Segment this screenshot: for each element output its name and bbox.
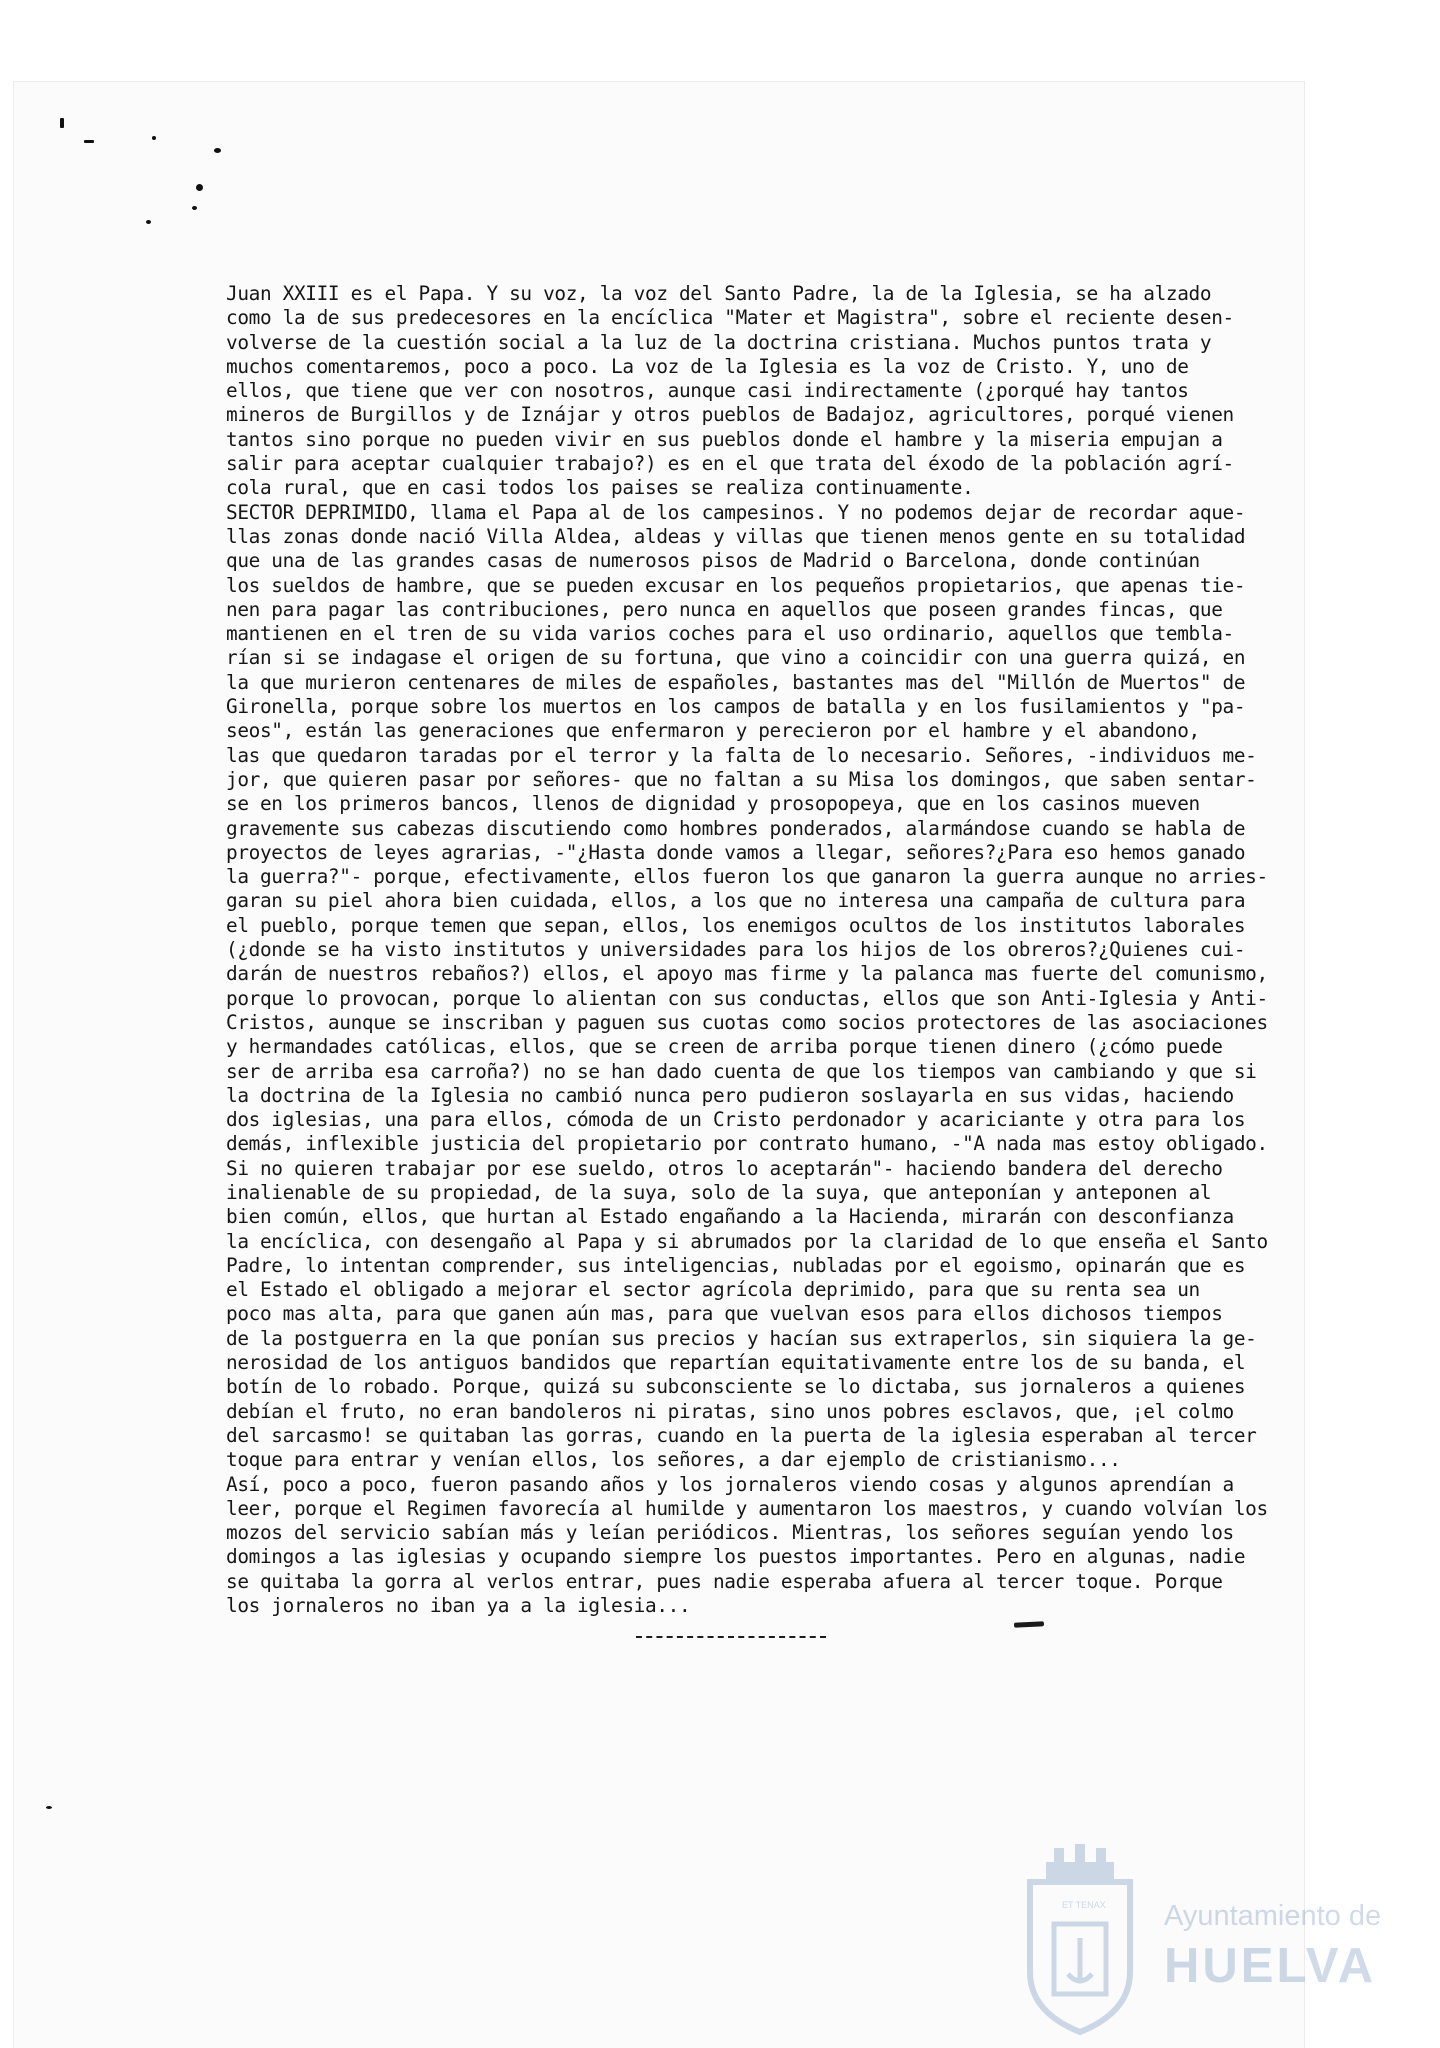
text-line: los jornaleros no iban ya a la iglesia... bbox=[226, 1594, 691, 1618]
text-line: Gironella, porque sobre los muertos en los campos de batalla y en los fusilamientos y "pa- bbox=[226, 695, 1246, 719]
letter-body bbox=[226, 282, 1288, 1618]
text-line: mantienen en el tren de su vida varios coches para el uso ordinario, aquellos que tembla- bbox=[226, 622, 1234, 646]
speck-mark bbox=[84, 140, 94, 143]
text-line: domingos a las iglesias y ocupando siempre los puestos importantes. Pero en algunas, nadie bbox=[226, 1545, 1246, 1569]
text-line: la que murieron centenares de miles de españoles, bastantes mas del "Millón de Muertos" de bbox=[226, 670, 1246, 694]
text-line: Juan XXIII es el Papa. Y su voz, la voz del Santo Padre, la de la Iglesia, se ha alzado bbox=[226, 282, 1212, 305]
text-line: la guerra?"- porque, efectivamente, ellos fueron los que ganaron la guerra aunque no arries- bbox=[226, 865, 1268, 889]
text-line: debían el fruto, no eran bandoleros ni piratas, sino unos pobres esclavos, que, ¡el colmo bbox=[226, 1399, 1234, 1423]
text-line: dos iglesias, una para ellos, cómoda de un Cristo perdonador y acariciante y otra para los bbox=[226, 1108, 1246, 1132]
text-line: el Estado el obligado a mejorar el sector agrícola deprimido, para que su renta sea un bbox=[226, 1278, 1200, 1302]
text-line: que una de las grandes casas de numerosos pisos de Madrid o Barcelona, donde continúan bbox=[226, 549, 1200, 573]
text-line: mineros de Burgillos y de Iznájar y otros pueblos de Badajoz, agricultores, porqué vienen bbox=[226, 403, 1234, 427]
speck-mark bbox=[46, 1806, 52, 1809]
text-line: inalienable de su propiedad, de la suya, solo de la suya, que anteponían y anteponen al bbox=[226, 1180, 1212, 1204]
text-line: mozos del servicio sabían más y leían periódicos. Mientras, los señores seguían yendo los bbox=[226, 1521, 1234, 1545]
watermark-line1: Ayuntamiento de bbox=[1164, 1900, 1382, 1932]
text-line: bien común, ellos, que hurtan al Estado engañando a la Hacienda, mirarán con desconfianza bbox=[226, 1205, 1234, 1229]
text-line: garan su piel ahora bien cuidada, ellos, a los que no interesa una campaña de cultura para bbox=[226, 889, 1246, 913]
text-line: del sarcasmo! se quitaban las gorras, cuando en la puerta de la iglesia esperaban al tercer bbox=[226, 1423, 1257, 1447]
text-line: se quitaba la gorra al verlos entrar, pues nadie esperaba afuera al tercer toque. Porque bbox=[226, 1569, 1223, 1593]
text-line: como la de sus predecesores en la encíclica "Mater et Magistra", sobre el reciente desen- bbox=[226, 306, 1234, 330]
text-line: la doctrina de la Iglesia no cambió nunca pero pudieron soslayarla en sus vidas, haciendo bbox=[226, 1083, 1234, 1107]
crest-icon bbox=[1010, 1842, 1150, 2042]
text-line: nerosidad de los antiguos bandidos que repartían equitativamente entre los de su banda, el bbox=[226, 1351, 1246, 1375]
text-line: leer, porque el Regimen favorecía al humilde y aumentaron los maestros, y cuando volvían los bbox=[226, 1496, 1268, 1520]
text-line: las que quedaron taradas por el terror y la falta de lo necesario. Señores, -individuos me- bbox=[226, 743, 1257, 767]
crest-motto: ET TENAX bbox=[1062, 1900, 1106, 1910]
text-line: Si no quieren trabajar por ese sueldo, otros lo aceptarán"- haciendo bandera del derecho bbox=[226, 1156, 1223, 1180]
text-line: tantos sino porque no pueden vivir en sus pueblos donde el hambre y la miseria empujan a bbox=[226, 427, 1223, 451]
text-line: volverse de la cuestión social a la luz de la doctrina cristiana. Muchos puntos trata y bbox=[226, 330, 1212, 354]
text-line: los sueldos de hambre, que se pueden excusar en los pequeños propietarios, que apenas tie- bbox=[226, 573, 1246, 597]
text-line: poco mas alta, para que ganen aún mas, para que vuelvan esos para ellos dichosos tiempos bbox=[226, 1302, 1223, 1326]
text-line: SECTOR DEPRIMIDO, llama el Papa al de los campesinos. Y no podemos dejar de recordar aque- bbox=[226, 500, 1246, 524]
text-line: demás, inflexible justicia del propietario por contrato humano, -"A nada mas estoy obligado. bbox=[226, 1132, 1268, 1156]
text-line: Así, poco a poco, fueron pasando años y los jornaleros viendo cosas y algunos aprendían a bbox=[226, 1472, 1234, 1496]
speck-mark bbox=[146, 220, 151, 224]
text-line: jor, que quieren pasar por señores- que no faltan a su Misa los domingos, que saben sentar- bbox=[226, 767, 1257, 791]
speck-mark bbox=[192, 206, 197, 210]
text-line: (¿donde se ha visto institutos y universidades para los hijos de los obreros?¿Quienes cui- bbox=[226, 938, 1246, 962]
text-line: el pueblo, porque temen que sepan, ellos, los enemigos ocultos de los institutos laborales bbox=[226, 913, 1246, 937]
text-line: rían si se indagase el origen de su fortuna, que vino a coincidir con una guerra quizá, en bbox=[226, 646, 1246, 670]
scan-margin bbox=[0, 0, 1440, 82]
watermark-logo bbox=[1010, 1842, 1382, 2042]
speck-mark bbox=[60, 118, 64, 128]
text-line: seos", están las generaciones que enfermaron y perecieron por el hambre y el abandono, bbox=[226, 719, 1200, 743]
text-line: toque para entrar y venían ellos, los señores, a dar ejemplo de cristianismo... bbox=[226, 1448, 1121, 1472]
text-line: la encíclica, con desengaño al Papa y si abrumados por la claridad de lo que enseña el Santo bbox=[226, 1229, 1268, 1253]
text-line: llas zonas donde nació Villa Aldea, aldeas y villas que tienen menos gente en su totalidad bbox=[226, 524, 1246, 548]
text-line: porque lo provocan, porque lo alientan con sus conductas, ellos que son Anti-Iglesia y Anti- bbox=[226, 986, 1268, 1010]
text-line: cola rural, que en casi todos los paises se realiza continuamente. bbox=[226, 476, 974, 500]
text-line: botín de lo robado. Porque, quizá su subconsciente se lo dictaba, sus jornaleros a quienes bbox=[226, 1375, 1246, 1399]
text-line: salir para aceptar cualquier trabajo?) es en el que trata del éxodo de la población agrí- bbox=[226, 452, 1234, 476]
separator-dashes bbox=[636, 1636, 826, 1638]
text-line: Cristos, aunque se inscriban y paguen sus cuotas como socios protectores de las asociaciones bbox=[226, 1010, 1268, 1034]
text-line: nen para pagar las contribuciones, pero nunca en aquellos que poseen grandes fincas, que bbox=[226, 597, 1223, 621]
text-line: ser de arriba esa carroña?) no se han dado cuenta de que los tiempos van cambiando y que si bbox=[226, 1059, 1257, 1083]
text-line: gravemente sus cabezas discutiendo como hombres ponderados, alarmándose cuando se habla de bbox=[226, 816, 1246, 840]
speck-mark bbox=[214, 148, 221, 153]
text-line: de la postguerra en la que ponían sus precios y hacían sus extraperlos, sin siquiera la ge- bbox=[226, 1326, 1257, 1350]
text-line: y hermandades católicas, ellos, que se creen de arriba porque tienen dinero (¿cómo puede bbox=[226, 1035, 1223, 1059]
text-line: se en los primeros bancos, llenos de dignidad y prosopopeya, que en los casinos mueven bbox=[226, 792, 1200, 816]
text-line: Padre, lo intentan comprender, sus inteligencias, nubladas por el egoismo, opinarán que es bbox=[226, 1253, 1246, 1277]
text-line: proyectos de leyes agrarias, -"¿Hasta donde vamos a llegar, señores?¿Para eso hemos ganado bbox=[226, 840, 1246, 864]
text-line: muchos comentaremos, poco a poco. La voz de la Iglesia es la voz de Cristo. Y, uno de bbox=[226, 354, 1189, 378]
text-line: darán de nuestros rebaños?) ellos, el apoyo mas firme y la palanca mas fuerte del comunismo, bbox=[226, 962, 1268, 986]
speck-mark bbox=[152, 136, 156, 140]
text-line: ellos, que tiene que ver con nosotros, aunque casi indirectamente (¿porqué hay tantos bbox=[226, 379, 1189, 403]
watermark-line2: HUELVA bbox=[1164, 1939, 1377, 1993]
speck-mark bbox=[196, 184, 203, 191]
